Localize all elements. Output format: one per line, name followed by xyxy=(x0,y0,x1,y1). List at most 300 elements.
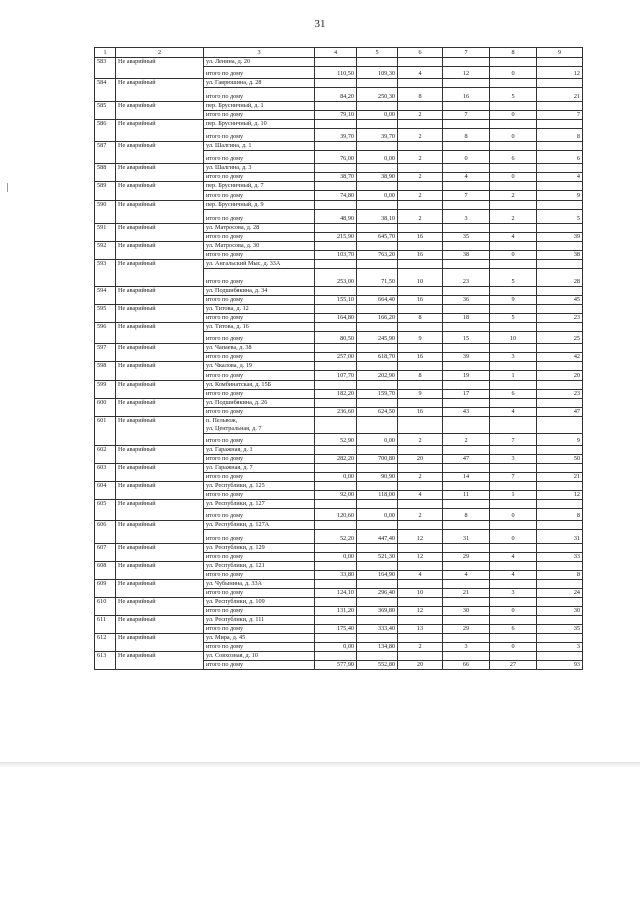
empty-cell xyxy=(537,562,583,571)
table-row xyxy=(95,580,583,589)
value-col-6: 16 xyxy=(398,296,443,305)
empty-cell xyxy=(357,120,398,129)
empty-cell xyxy=(357,182,398,191)
value-col-9: 33 xyxy=(537,553,583,562)
empty-cell xyxy=(537,634,583,643)
row-number: 603 xyxy=(95,464,116,482)
empty-cell xyxy=(398,482,443,491)
total-label: итого по дому xyxy=(204,491,315,500)
empty-cell xyxy=(490,446,537,455)
empty-cell xyxy=(537,500,583,509)
value-col-7: 8 xyxy=(443,129,490,142)
empty-cell xyxy=(315,417,357,434)
empty-cell xyxy=(315,634,357,643)
total-label: итого по дому xyxy=(204,269,315,287)
empty-cell xyxy=(398,598,443,607)
empty-cell xyxy=(398,616,443,625)
value-col-7: 29 xyxy=(443,625,490,634)
value-col-4: 124,10 xyxy=(315,589,357,598)
row-number: 600 xyxy=(95,399,116,417)
table-row xyxy=(95,58,583,67)
row-number: 602 xyxy=(95,446,116,464)
emergency-status: Не аварийный xyxy=(116,446,204,464)
value-col-9: 47 xyxy=(537,408,583,417)
empty-cell xyxy=(537,260,583,269)
empty-cell xyxy=(443,446,490,455)
empty-cell xyxy=(315,482,357,491)
row-number: 584 xyxy=(95,79,116,102)
value-col-4: 103,70 xyxy=(315,251,357,260)
value-col-4: 52,90 xyxy=(315,434,357,446)
empty-cell xyxy=(537,446,583,455)
empty-cell xyxy=(315,464,357,473)
empty-cell xyxy=(443,652,490,661)
row-number: 599 xyxy=(95,381,116,399)
value-col-5: 38,10 xyxy=(357,210,398,224)
empty-cell xyxy=(490,500,537,509)
value-col-7: 19 xyxy=(443,371,490,381)
address-cell: ул. Ленина, д. 20 xyxy=(204,58,315,67)
total-label: итого по дому xyxy=(204,455,315,464)
empty-cell xyxy=(398,79,443,88)
emergency-status: Не аварийный xyxy=(116,652,204,670)
address-cell: ул. Подшибякина, д. 26 xyxy=(204,399,315,408)
empty-cell xyxy=(357,482,398,491)
value-col-7: 4 xyxy=(443,571,490,580)
empty-cell xyxy=(315,598,357,607)
value-col-5: 700,80 xyxy=(357,455,398,464)
empty-cell xyxy=(357,381,398,390)
empty-cell xyxy=(443,305,490,314)
address-cell: пер. Брусничный, д. 1 xyxy=(204,102,315,111)
value-col-7: 3 xyxy=(443,643,490,652)
empty-cell xyxy=(443,242,490,251)
address-cell: ул. Ангальский Мыс, д. 33А xyxy=(204,260,315,269)
value-col-4: 253,00 xyxy=(315,269,357,287)
table-body xyxy=(95,58,583,670)
empty-cell xyxy=(490,323,537,332)
scan-edge xyxy=(0,762,640,768)
value-col-6: 16 xyxy=(398,353,443,362)
value-col-6: 2 xyxy=(398,111,443,120)
value-col-4: 0,00 xyxy=(315,643,357,652)
empty-cell xyxy=(490,362,537,371)
emergency-status: Не аварийный xyxy=(116,201,204,224)
empty-cell xyxy=(537,58,583,67)
value-col-9: 9 xyxy=(537,434,583,446)
empty-cell xyxy=(357,598,398,607)
value-col-6: 4 xyxy=(398,67,443,79)
value-col-9: 20 xyxy=(537,371,583,381)
emergency-status: Не аварийный xyxy=(116,521,204,544)
empty-cell xyxy=(443,616,490,625)
empty-cell xyxy=(398,562,443,571)
empty-cell xyxy=(315,580,357,589)
value-col-8: 4 xyxy=(490,571,537,580)
column-header: 5 xyxy=(357,48,398,58)
address-cell: ул. Республики, д. 125 xyxy=(204,482,315,491)
value-col-7: 3 xyxy=(443,210,490,224)
value-col-8: 6 xyxy=(490,390,537,399)
empty-cell xyxy=(315,399,357,408)
table-row xyxy=(95,287,583,296)
empty-cell xyxy=(537,652,583,661)
address-cell: ул. Титова, д. 12 xyxy=(204,305,315,314)
empty-cell xyxy=(357,562,398,571)
total-label: итого по дому xyxy=(204,332,315,344)
empty-cell xyxy=(537,482,583,491)
empty-cell xyxy=(490,182,537,191)
value-col-6: 2 xyxy=(398,643,443,652)
emergency-status: Не аварийный xyxy=(116,260,204,287)
value-col-8: 9 xyxy=(490,296,537,305)
value-col-5: 0,00 xyxy=(357,509,398,521)
empty-cell xyxy=(443,142,490,151)
value-col-6: 13 xyxy=(398,625,443,634)
value-col-4: 74,80 xyxy=(315,191,357,201)
value-col-7: 11 xyxy=(443,491,490,500)
total-label: итого по дому xyxy=(204,314,315,323)
empty-cell xyxy=(443,287,490,296)
value-col-4: 577,90 xyxy=(315,661,357,670)
value-col-4: 236,60 xyxy=(315,408,357,417)
empty-cell xyxy=(443,500,490,509)
value-col-8: 2 xyxy=(490,210,537,224)
empty-cell xyxy=(398,362,443,371)
value-col-9: 28 xyxy=(537,269,583,287)
value-col-8: 5 xyxy=(490,314,537,323)
table-row xyxy=(95,201,583,210)
value-col-9: 35 xyxy=(537,625,583,634)
value-col-8: 4 xyxy=(490,233,537,242)
empty-cell xyxy=(443,182,490,191)
table-row xyxy=(95,521,583,530)
table-row xyxy=(95,362,583,371)
value-col-4: 120,60 xyxy=(315,509,357,521)
value-col-6: 8 xyxy=(398,88,443,102)
table-row xyxy=(95,598,583,607)
value-col-9: 8 xyxy=(537,509,583,521)
value-col-9: 93 xyxy=(537,661,583,670)
total-label: итого по дому xyxy=(204,129,315,142)
value-col-9: 5 xyxy=(537,210,583,224)
table-row xyxy=(95,652,583,661)
empty-cell xyxy=(443,544,490,553)
empty-cell xyxy=(398,399,443,408)
empty-cell xyxy=(443,164,490,173)
total-label: итого по дому xyxy=(204,607,315,616)
empty-cell xyxy=(443,580,490,589)
value-col-5: 202,90 xyxy=(357,371,398,381)
value-col-7: 16 xyxy=(443,88,490,102)
empty-cell xyxy=(398,323,443,332)
value-col-9: 21 xyxy=(537,88,583,102)
empty-cell xyxy=(357,344,398,353)
total-label: итого по дому xyxy=(204,553,315,562)
value-col-7: 7 xyxy=(443,191,490,201)
empty-cell xyxy=(357,464,398,473)
empty-cell xyxy=(357,164,398,173)
empty-cell xyxy=(537,344,583,353)
value-col-4: 80,50 xyxy=(315,332,357,344)
table-row xyxy=(95,464,583,473)
value-col-6: 2 xyxy=(398,173,443,182)
row-number: 593 xyxy=(95,260,116,287)
empty-cell xyxy=(537,287,583,296)
emergency-status: Не аварийный xyxy=(116,580,204,598)
value-col-5: 71,50 xyxy=(357,269,398,287)
empty-cell xyxy=(398,544,443,553)
empty-cell xyxy=(398,305,443,314)
value-col-5: 618,70 xyxy=(357,353,398,362)
empty-cell xyxy=(443,417,490,434)
empty-cell xyxy=(315,616,357,625)
empty-cell xyxy=(315,562,357,571)
value-col-5: 552,80 xyxy=(357,661,398,670)
value-col-5: 166,20 xyxy=(357,314,398,323)
column-header: 9 xyxy=(537,48,583,58)
row-number: 612 xyxy=(95,634,116,652)
table-row xyxy=(95,260,583,269)
value-col-9: 45 xyxy=(537,296,583,305)
table-row xyxy=(95,399,583,408)
address-cell: ул. Республики, д. 127 xyxy=(204,500,315,509)
empty-cell xyxy=(537,120,583,129)
emergency-status: Не аварийный xyxy=(116,142,204,164)
empty-cell xyxy=(443,201,490,210)
row-number: 590 xyxy=(95,201,116,224)
value-col-6: 2 xyxy=(398,473,443,482)
value-col-4: 52,20 xyxy=(315,530,357,544)
value-col-4: 33,80 xyxy=(315,571,357,580)
empty-cell xyxy=(490,58,537,67)
value-col-7: 4 xyxy=(443,173,490,182)
value-col-5: 38,90 xyxy=(357,173,398,182)
empty-cell xyxy=(398,102,443,111)
value-col-9: 42 xyxy=(537,353,583,362)
address-cell: ул. Республики, д. 127А xyxy=(204,521,315,530)
value-col-7: 31 xyxy=(443,530,490,544)
emergency-status: Не аварийный xyxy=(116,344,204,362)
empty-cell xyxy=(537,102,583,111)
value-col-5: 245,90 xyxy=(357,332,398,344)
total-label: итого по дому xyxy=(204,408,315,417)
emergency-status: Не аварийный xyxy=(116,616,204,634)
value-col-8: 0 xyxy=(490,129,537,142)
value-col-8: 3 xyxy=(490,353,537,362)
empty-cell xyxy=(443,58,490,67)
address-cell: ул. Шалгина, д. 1 xyxy=(204,142,315,151)
emergency-status: Не аварийный xyxy=(116,287,204,305)
address-cell xyxy=(204,417,315,434)
empty-cell xyxy=(357,446,398,455)
value-col-7: 43 xyxy=(443,408,490,417)
empty-cell xyxy=(490,142,537,151)
total-label: итого по дому xyxy=(204,233,315,242)
value-col-8: 0 xyxy=(490,530,537,544)
address-cell: ул. Чкалова, д. 19 xyxy=(204,362,315,371)
value-col-5: 0,00 xyxy=(357,151,398,164)
column-header: 3 xyxy=(204,48,315,58)
empty-cell xyxy=(537,362,583,371)
value-col-6: 16 xyxy=(398,251,443,260)
table-row xyxy=(95,242,583,251)
empty-cell xyxy=(398,417,443,434)
total-label: итого по дому xyxy=(204,589,315,598)
row-number: 586 xyxy=(95,120,116,142)
value-col-5: 369,80 xyxy=(357,607,398,616)
empty-cell xyxy=(537,142,583,151)
value-col-5: 118,00 xyxy=(357,491,398,500)
value-col-7: 8 xyxy=(443,509,490,521)
value-col-7: 30 xyxy=(443,607,490,616)
column-header: 2 xyxy=(116,48,204,58)
row-number: 591 xyxy=(95,224,116,242)
value-col-4: 38,70 xyxy=(315,173,357,182)
empty-cell xyxy=(537,616,583,625)
empty-cell xyxy=(398,242,443,251)
value-col-4: 79,10 xyxy=(315,111,357,120)
empty-cell xyxy=(357,417,398,434)
value-col-8: 3 xyxy=(490,455,537,464)
total-label: итого по дому xyxy=(204,353,315,362)
empty-cell xyxy=(398,58,443,67)
empty-cell xyxy=(398,164,443,173)
empty-cell xyxy=(490,482,537,491)
value-col-6: 8 xyxy=(398,314,443,323)
empty-cell xyxy=(398,201,443,210)
table-row xyxy=(95,562,583,571)
value-col-5: 134,80 xyxy=(357,643,398,652)
row-number: 588 xyxy=(95,164,116,182)
value-col-7: 0 xyxy=(443,151,490,164)
empty-cell xyxy=(315,323,357,332)
total-label: итого по дому xyxy=(204,434,315,446)
value-col-4: 39,70 xyxy=(315,129,357,142)
value-col-9: 38 xyxy=(537,251,583,260)
row-number: 595 xyxy=(95,305,116,323)
value-col-9: 31 xyxy=(537,530,583,544)
value-col-6: 20 xyxy=(398,661,443,670)
value-col-4: 48,90 xyxy=(315,210,357,224)
table-row xyxy=(95,120,583,129)
total-label: итого по дому xyxy=(204,571,315,580)
empty-cell xyxy=(315,260,357,269)
value-col-6: 9 xyxy=(398,390,443,399)
table-row xyxy=(95,381,583,390)
table-row xyxy=(95,446,583,455)
empty-cell xyxy=(398,464,443,473)
value-col-8: 3 xyxy=(490,589,537,598)
value-col-8: 4 xyxy=(490,553,537,562)
value-col-5: 624,50 xyxy=(357,408,398,417)
empty-cell xyxy=(398,260,443,269)
empty-cell xyxy=(443,102,490,111)
empty-cell xyxy=(537,381,583,390)
row-number: 605 xyxy=(95,500,116,521)
value-col-9: 9 xyxy=(537,191,583,201)
value-col-9: 8 xyxy=(537,129,583,142)
empty-cell xyxy=(315,544,357,553)
value-col-5: 39,70 xyxy=(357,129,398,142)
emergency-status: Не аварийный xyxy=(116,598,204,616)
empty-cell xyxy=(490,616,537,625)
address-cell: ул. Чубынина, д. 33А xyxy=(204,580,315,589)
value-col-7: 21 xyxy=(443,589,490,598)
empty-cell xyxy=(537,464,583,473)
address-cell: ул. Титова, д. 16 xyxy=(204,323,315,332)
table-row xyxy=(95,323,583,332)
value-col-8: 2 xyxy=(490,191,537,201)
value-col-5: 0,00 xyxy=(357,111,398,120)
empty-cell xyxy=(490,521,537,530)
empty-cell xyxy=(357,323,398,332)
value-col-9: 24 xyxy=(537,589,583,598)
empty-cell xyxy=(490,598,537,607)
value-col-9: 3 xyxy=(537,643,583,652)
empty-cell xyxy=(490,344,537,353)
empty-cell xyxy=(443,562,490,571)
value-col-8: 1 xyxy=(490,491,537,500)
value-col-6: 2 xyxy=(398,151,443,164)
empty-cell xyxy=(537,417,583,434)
address-cell: ул. Комбинатская, д. 15Б xyxy=(204,381,315,390)
empty-cell xyxy=(490,305,537,314)
value-col-8: 5 xyxy=(490,269,537,287)
empty-cell xyxy=(315,79,357,88)
value-col-6: 20 xyxy=(398,455,443,464)
value-col-9: 4 xyxy=(537,173,583,182)
empty-cell xyxy=(490,634,537,643)
value-col-8: 0 xyxy=(490,67,537,79)
value-col-9: 12 xyxy=(537,67,583,79)
emergency-status: Не аварийный xyxy=(116,464,204,482)
empty-cell xyxy=(490,164,537,173)
value-col-5: 109,30 xyxy=(357,67,398,79)
column-header: 8 xyxy=(490,48,537,58)
empty-cell xyxy=(357,634,398,643)
empty-cell xyxy=(490,242,537,251)
value-col-8: 0 xyxy=(490,111,537,120)
value-col-8: 6 xyxy=(490,151,537,164)
empty-cell xyxy=(315,224,357,233)
empty-cell xyxy=(537,242,583,251)
table-row xyxy=(95,79,583,88)
value-col-4: 84,20 xyxy=(315,88,357,102)
total-label: итого по дому xyxy=(204,473,315,482)
table-row xyxy=(95,482,583,491)
emergency-status: Не аварийный xyxy=(116,482,204,500)
empty-cell xyxy=(398,344,443,353)
empty-cell xyxy=(315,102,357,111)
value-col-6: 2 xyxy=(398,129,443,142)
empty-cell xyxy=(398,634,443,643)
empty-cell xyxy=(315,305,357,314)
total-label: итого по дому xyxy=(204,191,315,201)
value-col-4: 0,00 xyxy=(315,473,357,482)
table-row xyxy=(95,305,583,314)
row-number: 607 xyxy=(95,544,116,562)
empty-cell xyxy=(398,182,443,191)
empty-cell xyxy=(537,544,583,553)
column-header: 4 xyxy=(315,48,357,58)
empty-cell xyxy=(537,201,583,210)
empty-cell xyxy=(357,305,398,314)
value-col-5: 645,70 xyxy=(357,233,398,242)
emergency-status: Не аварийный xyxy=(116,242,204,260)
emergency-status: Не аварийный xyxy=(116,562,204,580)
empty-cell xyxy=(443,634,490,643)
